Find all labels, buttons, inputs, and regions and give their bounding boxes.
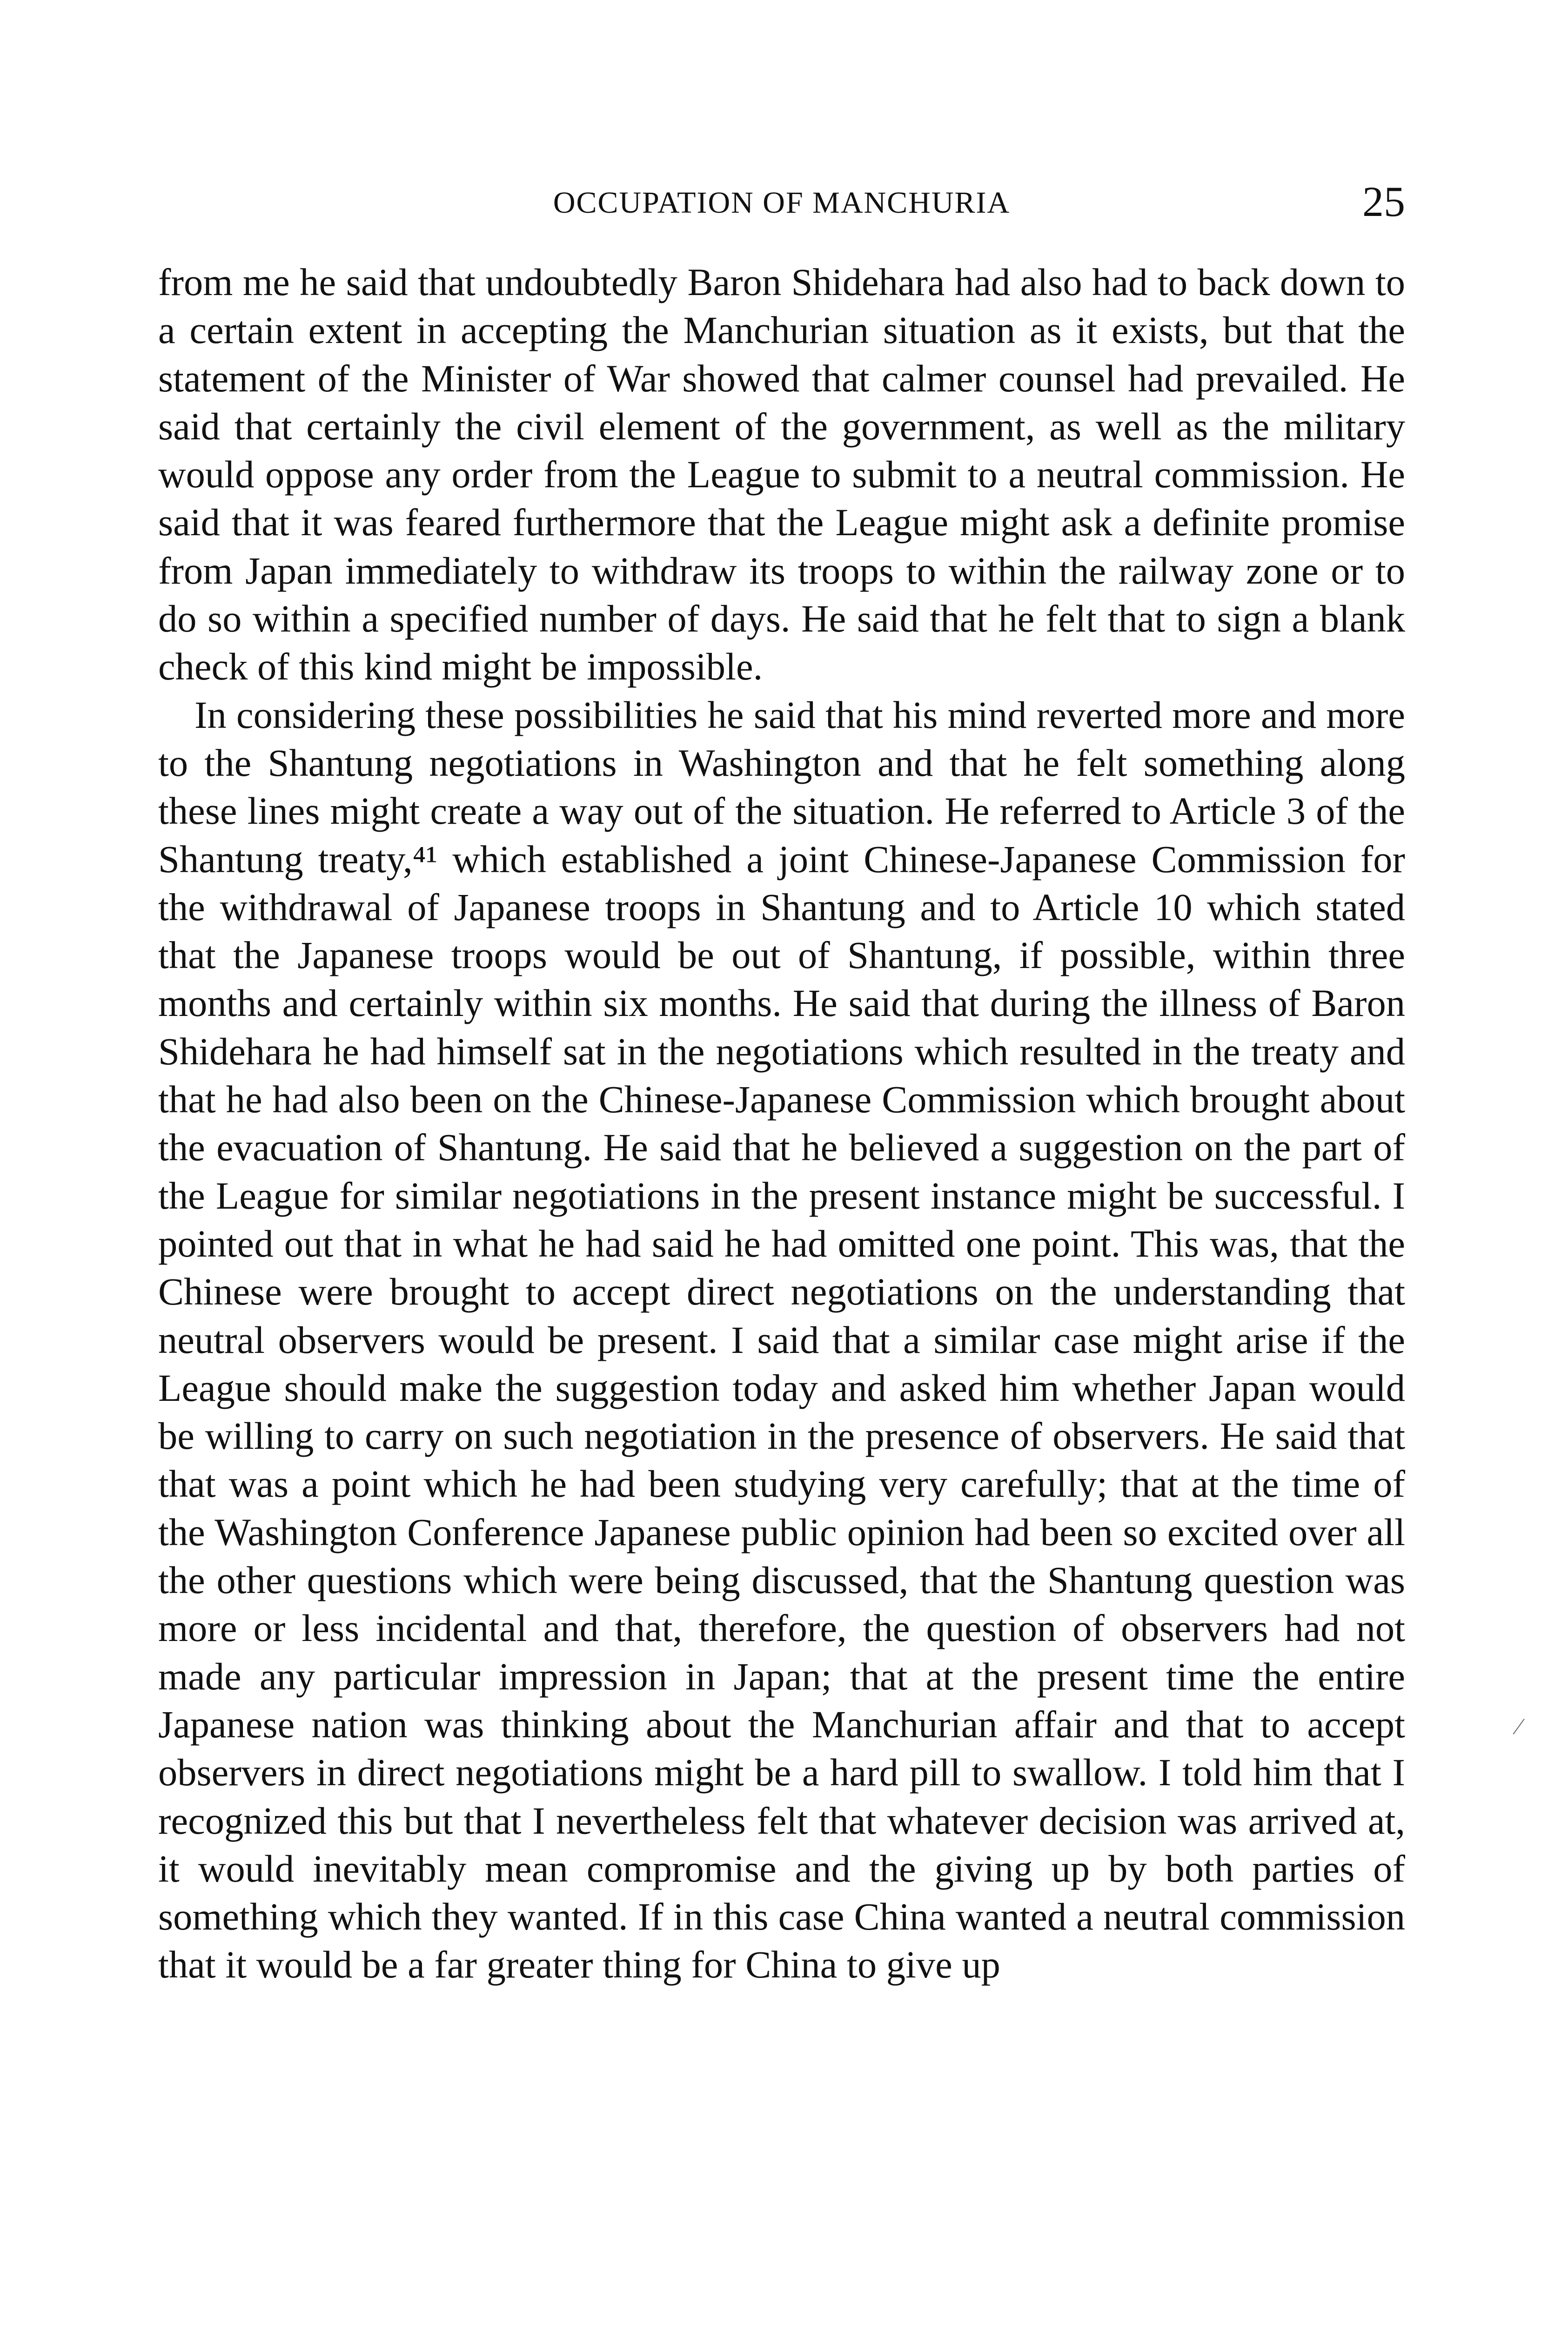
margin-mark-icon: ⁄ <box>1517 1713 1521 1739</box>
running-header <box>158 177 1405 228</box>
paragraph-shantung: In considering these possibilities he said that his mind reverted more and more to the Shantung negotiations in Washington and that he felt something along these lines might create a way out of the situation. He referred to Article 3 of the Shantung treaty,⁴¹ which established a joint Chinese-Japanese Commission for the withdrawal of Japanese troops in Shantung and to Article 10 which stated that the Japanese troops would be out of Shantung, if possible, within three months and certainly within six months. He said that during the illness of Baron Shidehara he had himself sat in the negotiations which resulted in the treaty and that he had also been on the Chinese-Japanese Commission which brought about the evacuation of Shantung. He said that he believed a suggestion on the part of the League for similar negotiations in the present instance might be successful. I pointed out that in what he had said he had omitted one point. This was, that the Chinese were brought to accept direct negotiations on the understanding that neutral observers would be present. I said that a similar case might arise if the League should make the suggestion today and asked him whether Japan would be willing to carry on such negotiation in the presence of observers. He said that that was a point which he had been studying very carefully; that at the time of the Washington Conference Japanese public opinion had been so excited over all the other questions which were being discussed, that the Shantung question was more or less incidental and that, therefore, the question of observers had not made any particular impression in Japan; that at the present time the entire Japanese nation was thinking about the Manchurian affair and that to accept observers in direct negotiations might be a hard pill to swallow. I told him that I recognized this but that I nevertheless felt that whatever decision was arrived at, it would inevitably mean compromise and the giving up by both parties of something which they wanted. If in this case China wanted a neutral commission that it would be a far greater thing for China to give up <box>158 693 1405 1986</box>
running-title: OCCUPATION OF MANCHURIA <box>553 186 1011 220</box>
paragraph-continued: from me he said that undoubtedly Baron Shidehara had also had to back down to a certain extent in accepting the Manchurian situation as it exists, but that the statement of the Minister of War showed that calmer counsel had prevailed. He said that certainly the civil element of the government, as well as the military would oppose any order from the League to submit to a neutral commission. He said that it was feared furthermore that the League might ask a definite promise from Japan immediately to withdraw its troops to within the railway zone or to do so within a specified number of days. He said that he felt that to sign a blank check of this kind might be impossible. <box>158 261 1405 688</box>
body-text <box>158 258 1405 1989</box>
page-number: 25 <box>1362 178 1405 225</box>
